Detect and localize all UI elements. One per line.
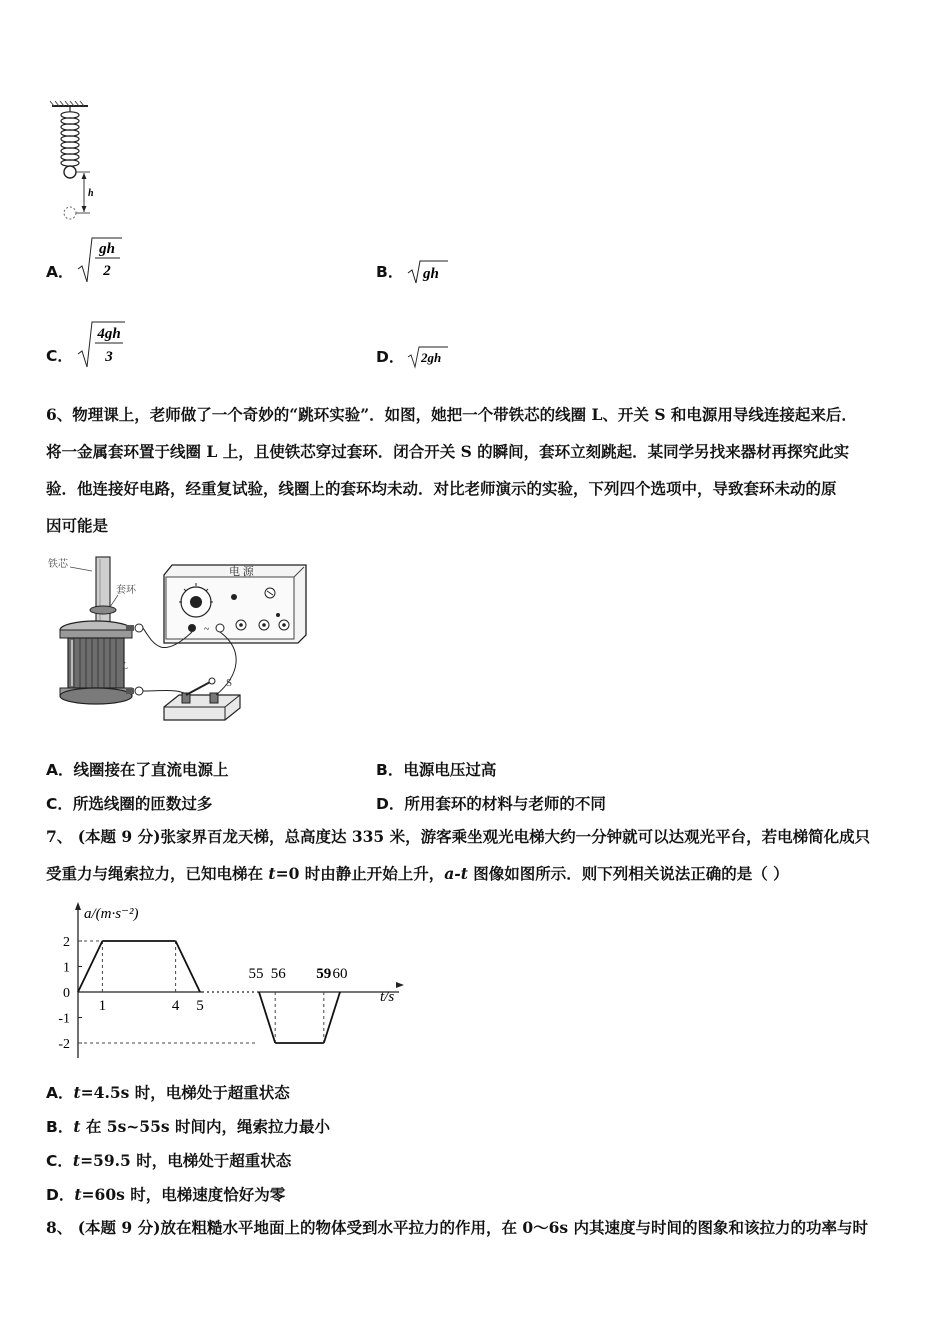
q6-line-4: 因可能是 [46,516,109,535]
q5-option-b-formula [406,256,451,286]
x-axis-arrow [396,982,404,988]
q7-option-b[interactable] [46,1115,330,1137]
x-tick-label: 5 [196,998,204,1014]
series-segment [324,992,340,1043]
option-label: B． [376,263,404,281]
series-segment [176,941,200,992]
q5-option-a-formula [76,236,126,286]
option-label: B． [46,1118,74,1136]
q7-text-2b: =0 时由静止开始上升， [275,864,445,883]
option-label: A． [46,263,74,281]
spring-figure [48,100,108,225]
q7-option-d[interactable] [46,1183,285,1205]
radicand-den: 2 [103,263,111,279]
label-core: 铁芯 [48,559,68,570]
y-axis-label: a/(m·s⁻²) [84,906,139,922]
q8-number: 8、 [46,1218,73,1237]
x-tick-label: 59 [316,966,332,982]
q6-option-d[interactable] [376,792,606,814]
x-tick-label: 60 [332,966,348,982]
y-tick-label: -2 [58,1037,70,1052]
q6-option-a[interactable] [46,758,229,780]
option-var: t [74,1185,82,1204]
q7-option-c[interactable] [46,1149,291,1171]
radicand-den: 3 [105,349,113,365]
q6-option-c[interactable] [46,792,212,814]
q8-line-1 [46,1209,914,1246]
option-label: C． [46,347,73,365]
y-tick-label: -1 [58,1011,70,1027]
q8-tag: (本题 9 分) [77,1218,161,1237]
q6-text-1: 物理课上，老师做了一个奇妙的“跳环实验”．如图，她把一个带铁芯的线圈 L、开关 S 和电源用导线连接起来后． [72,405,857,424]
series-segment [259,992,275,1043]
jump-ring-figure [44,545,319,745]
label-coil: L [122,660,129,672]
option-label: C． [46,795,73,813]
q7-text-1: 张家界百龙天梯，总高度达 335 米，游客乘坐观光电梯大约一分钟就可以达观光平台，若电梯简化成只 [160,827,871,846]
option-text: =59.5 时，电梯处于超重状态 [80,1151,292,1170]
radicand-num: 4gh [97,326,121,342]
q7-line-2 [46,855,914,892]
option-text: 所选线圈的匝数过多 [72,794,213,813]
option-label: C． [46,1152,73,1170]
x-tick-label: 1 [98,998,107,1014]
option-text: =60s 时，电梯速度恰好为零 [81,1185,286,1204]
option-text: 线圈接在了直流电源上 [73,760,229,779]
q6-line-1 [46,396,914,433]
q7-tag: (本题 9 分) [77,827,161,846]
q7-stem [46,818,914,892]
label-ring: 套环 [116,585,136,596]
option-label: D． [376,348,405,366]
option-text: =4.5s 时，电梯处于超重状态 [80,1083,290,1102]
q7-text-2a: 受重力与绳索拉力，已知电梯在 [46,864,269,883]
radicand: 2gh [421,350,442,365]
option-var: t [73,1083,81,1102]
q7-var-t: t [268,864,276,883]
option-text: 电源电压过高 [403,760,497,779]
q7-option-a[interactable] [46,1081,290,1103]
q6-stem [46,396,914,544]
option-var: t [73,1117,81,1136]
q7-var-at: a-t [444,864,468,883]
q7-line-1 [46,818,914,855]
option-label: B． [376,761,404,779]
option-label: A． [46,1084,74,1102]
y-axis-arrow [75,902,81,910]
q7-number: 7、 [46,827,73,846]
option-label: A． [46,761,74,779]
spring-h-label: h [88,188,94,199]
q7-text-2c: 图像如图所示．则下列相关说法正确的是（ ） [467,864,789,883]
ac-symbol: ~ [204,624,210,635]
a-t-chart [44,898,414,1068]
q5-option-c-formula [76,319,128,371]
radicand-num: gh [99,241,115,257]
x-tick-label: 56 [270,966,286,982]
option-label: D． [46,1186,75,1204]
q6-line-3: 验．他连接好电路，经重复试验，线圈上的套环均未动．对比老师演示的实验，下列四个选项中，导致套环未动的原 [46,479,837,498]
q5-option-d-formula [406,342,451,370]
option-var: t [72,1151,81,1170]
option-text: 所用套环的材料与老师的不同 [404,794,606,813]
q6-option-b[interactable] [376,758,496,780]
label-power: 电 源 [229,566,254,578]
x-axis-label: t/s [380,989,395,1005]
option-label: D． [376,795,405,813]
y-tick-label: 1 [63,960,70,976]
x-tick-label: 4 [171,998,180,1014]
option-text: 在 5s~55s 时间内，绳索拉力最小 [80,1117,330,1136]
y-tick-label: 2 [63,935,70,950]
y-tick-label: 0 [63,986,70,1001]
q6-number: 6、 [46,405,73,424]
q6-line-2: 将一金属套环置于线圈 L 上，且使铁芯穿过套环．闭合开关 S 的瞬间，套环立刻跳起．某同学另找来器材再探究此实 [46,442,850,461]
x-tick-label: 55 [248,966,264,982]
q8-stem [46,1209,914,1246]
radicand: gh [423,266,439,282]
q8-text-1: 放在粗糙水平地面上的物体受到水平拉力的作用，在 0～6s 内其速度与时间的图象和该拉力的功率与时 [160,1218,869,1237]
label-switch: S [226,677,233,689]
